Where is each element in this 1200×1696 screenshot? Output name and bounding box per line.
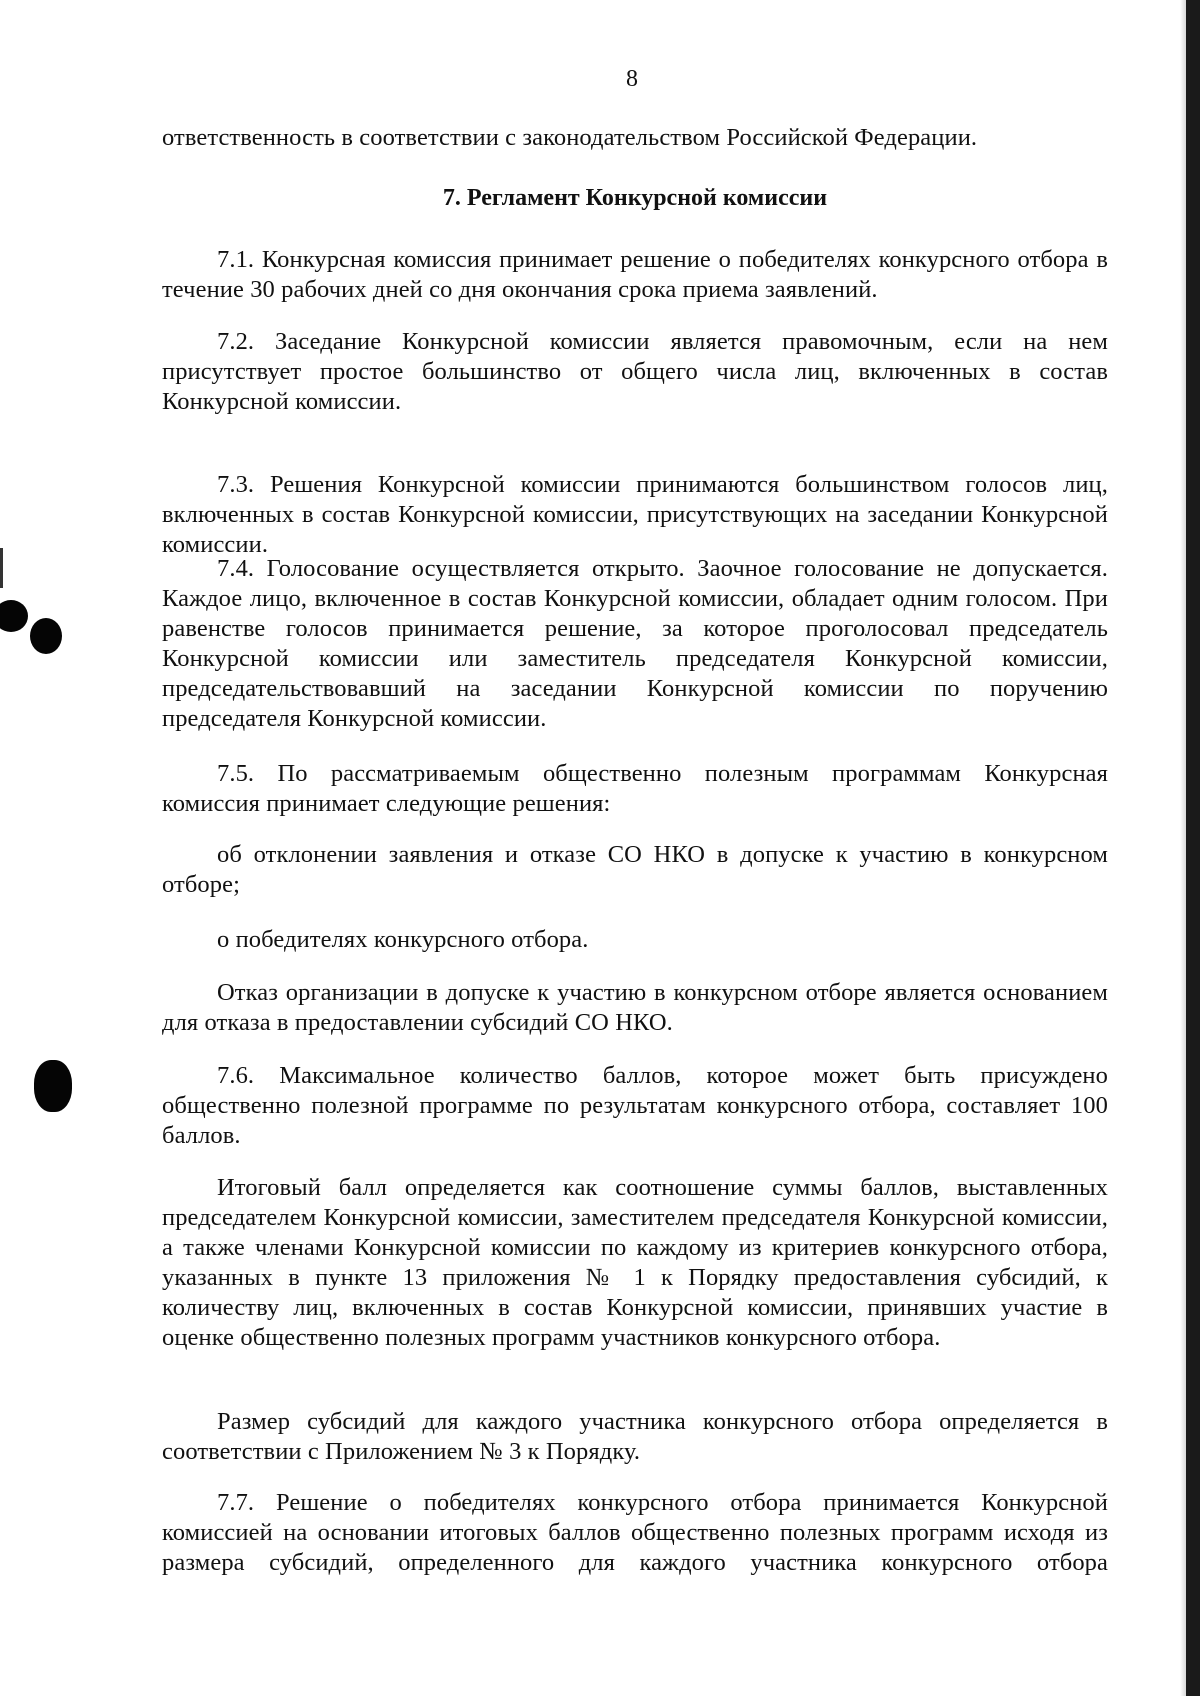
paragraph-7-5-decision-reject: об отклонении заявления и отказе СО НКО в допуске к участию в конкурсном отборе; <box>162 841 1108 898</box>
paragraph-7-3: 7.3. Решения Конкурсной комиссии принимаются большинством голосов лиц, включенных в состав Конкурсной комиссии, присутствующих на заседании Конкурсной комиссии. <box>162 471 1108 558</box>
paragraph-7-6-final-score: Итоговый балл определяется как соотношение суммы баллов, выставленных председателем Конкурсной комиссии, заместителем председателя Конкурсной комиссии, а также членами Конкурсной комиссии по каждому из критериев конкурсного отбора, указанных в пункте 13 приложения № 1 к Порядку предоставления субсидий, к количеству лиц, включенных в состав Конкурсной комиссии, принявших участие в оценке общественно полезных программ участников конкурсного отбора. <box>162 1174 1108 1351</box>
paragraph-7-7: 7.7. Решение о победителях конкурсного отбора принимается Конкурсной комиссией на основании итоговых баллов общественно полезных программ исходя из размера субсидий, определенного для каждого участника конкурсного отбора <box>162 1489 1108 1576</box>
punch-hole-mark <box>0 600 28 632</box>
paragraph-7-4: 7.4. Голосование осуществляется открыто. Заочное голосование не допускается. Каждое лицо, включенное в состав Конкурсной комиссии, обладает одним голосом. При равенстве голосов принимается решение, за которое проголосовал председатель Конкурсной комиссии или заместитель председателя Конкурсной комиссии, председательствовавший на заседании Конкурсной комиссии по поручению председателя Конкурсной комиссии. <box>162 555 1108 732</box>
paragraph-7-6: 7.6. Максимальное количество баллов, которое может быть присуждено общественно полезной программе по результатам конкурсного отбора, составляет 100 баллов. <box>162 1062 1108 1149</box>
punch-hole-mark <box>34 1060 72 1112</box>
paragraph-7-5: 7.5. По рассматриваемым общественно полезным программам Конкурсная комиссия принимает следующие решения: <box>162 760 1108 817</box>
paragraph-7-5-refusal: Отказ организации в допуске к участию в конкурсном отборе является основанием для отказа в предоставлении субсидий СО НКО. <box>162 979 1108 1036</box>
continuation-text: ответственность в соответствии с законодательством Российской Федерации. <box>162 124 978 151</box>
page-number: 8 <box>626 66 638 92</box>
scan-mark-line <box>0 548 3 588</box>
scan-edge <box>1186 0 1200 1696</box>
section-title: 7. Регламент Конкурсной комиссии <box>442 185 828 211</box>
paragraph-7-1: 7.1. Конкурсная комиссия принимает решение о победителях конкурсного отбора в течение 30 рабочих дней со дня окончания срока приема заявлений. <box>162 246 1108 303</box>
paragraph-7-6-subsidy-size: Размер субсидий для каждого участника конкурсного отбора определяется в соответствии с Приложением № 3 к Порядку. <box>162 1408 1108 1465</box>
paragraph-7-2: 7.2. Заседание Конкурсной комиссии является правомочным, если на нем присутствует простое большинство от общего числа лиц, включенных в состав Конкурсной комиссии. <box>162 328 1108 415</box>
punch-hole-mark <box>30 618 62 654</box>
paragraph-7-5-decision-winners: о победителях конкурсного отбора. <box>217 926 589 953</box>
